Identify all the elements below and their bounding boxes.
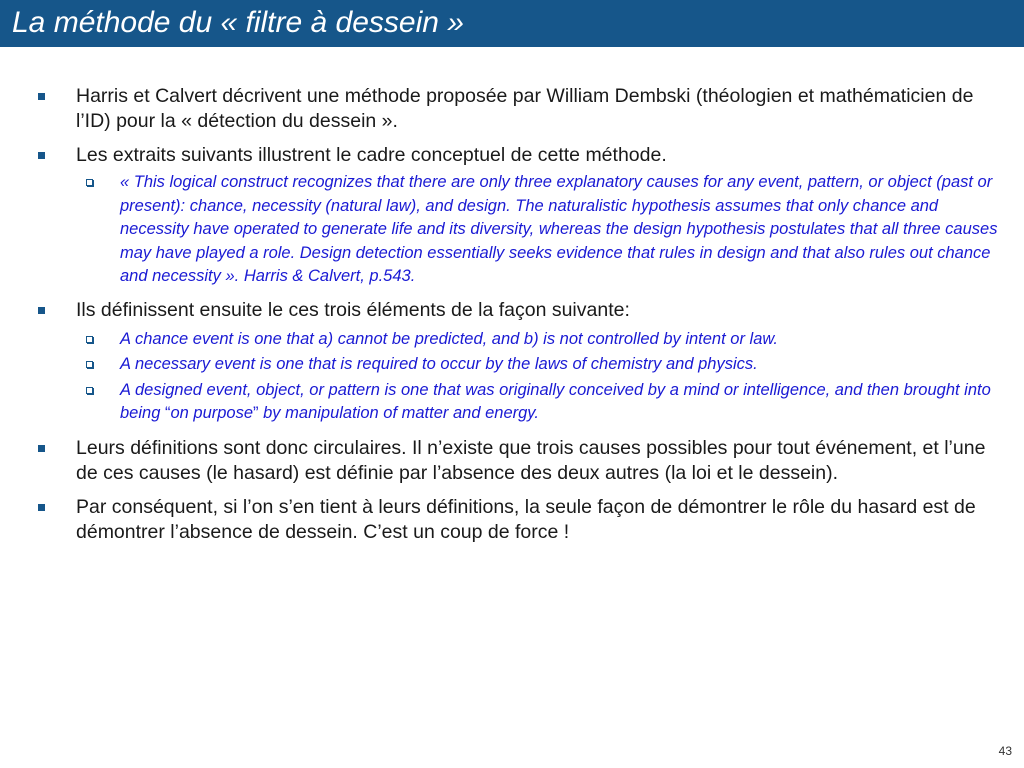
quoted-phrase: on purpose	[170, 404, 254, 422]
definition-text: A necessary event is one that is required to occur by the laws of chemistry and physics.	[120, 355, 758, 373]
bullet-item	[0, 298, 1024, 323]
title-bar	[0, 0, 1024, 47]
hollow-square-bullet-icon	[86, 361, 93, 368]
slide-content	[0, 84, 1024, 554]
open-quote-mark: “	[164, 404, 171, 422]
bullet-text: Leurs définitions sont donc circulaires. Il n’existe que trois causes possibles pour tout événement, et l’une de ces causes (le hasard) est définie par l’absence des deux autres (la loi et le dessein).	[76, 436, 986, 484]
bullet-item	[0, 143, 1024, 168]
bullet-item	[0, 495, 1024, 545]
definition-text-end: by manipulation of matter and energy.	[258, 404, 539, 422]
definition-text: A chance event is one that a) cannot be predicted, and b) is not controlled by intent or law.	[120, 329, 778, 348]
square-bullet-icon	[38, 93, 45, 100]
hollow-square-bullet-icon	[86, 387, 93, 394]
sub-bullet-item	[0, 171, 1024, 289]
square-bullet-icon	[38, 504, 45, 511]
quote-text: « This logical construct recognizes that there are only three explanatory causes for any event, pattern, or object (past or present): chance, necessity (natural law), and design. The naturalistic hypothesis assumes that only chance and necessity have operated to generate life and its diversity, whereas the design hypothesis postulates that all three causes may have played a role. Design detection essentially seeks evidence that rules in design and that also rules out chance and necessity ». Harris & Calvert, p.543.	[120, 173, 998, 285]
bullet-text: Par conséquent, si l’on s’en tient à leurs définitions, la seule façon de démontrer le rôle du hasard est de démontrer l’absence de dessein. C’est un coup de force !	[76, 495, 976, 543]
sub-bullet-item	[0, 379, 1024, 426]
sub-bullet-item	[0, 328, 1024, 352]
square-bullet-icon	[38, 152, 45, 159]
hollow-square-bullet-icon	[86, 336, 93, 343]
hollow-square-bullet-icon	[86, 179, 93, 186]
bullet-text: Harris et Calvert décrivent une méthode proposée par William Dembski (théologien et mathématicien de l’ID) pour la « détection du dessein ».	[76, 85, 974, 132]
bullet-item	[0, 84, 1024, 134]
slide-title: La méthode du « filtre à dessein »	[12, 6, 464, 39]
bullet-text: Les extraits suivants illustrent le cadre conceptuel de cette méthode.	[76, 144, 667, 166]
square-bullet-icon	[38, 445, 45, 452]
bullet-item	[0, 436, 1024, 486]
square-bullet-icon	[38, 307, 45, 314]
sub-bullet-item	[0, 353, 1024, 377]
definition-text-start: A designed event, object, or pattern is one that was originally conceived by a mind or intelligence, and then brought into being	[120, 380, 991, 422]
close-quote-mark: ”	[253, 404, 259, 422]
page-number: 43	[998, 744, 1012, 758]
bullet-text: Ils définissent ensuite le ces trois éléments de la façon suivante:	[76, 298, 630, 321]
